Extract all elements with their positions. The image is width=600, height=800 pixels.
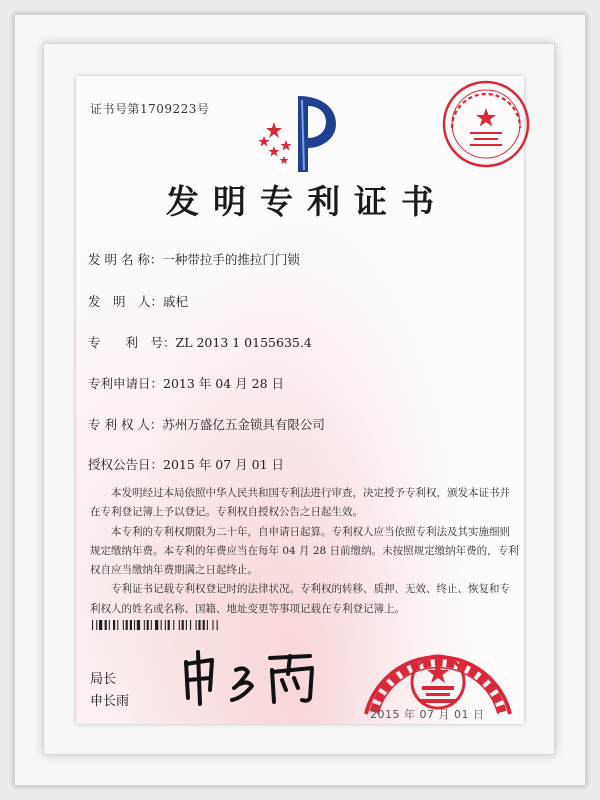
barcode-bar (137, 620, 140, 630)
barcode-bar (130, 620, 132, 630)
field-patent-number (88, 333, 312, 351)
seal-date: 2015 年 07 月 01 日 (370, 708, 485, 721)
field-label: 授权公告日： (88, 457, 164, 472)
emblem-star (266, 122, 282, 138)
barcode-bar (147, 620, 149, 630)
field-label: 专 利 权 人： (88, 417, 163, 432)
field-label: 发 明 名 称： (88, 252, 163, 267)
emblem-star (269, 146, 280, 157)
handwritten-signature (178, 640, 328, 710)
barcode-bar (105, 620, 107, 630)
certificate-title: 发明专利证书 (166, 182, 448, 221)
barcode-bar (161, 620, 162, 630)
barcode-bar (182, 620, 184, 630)
official-name: 申长雨 (90, 694, 130, 709)
barcode-bar (117, 620, 118, 630)
field-label: 专利申请日： (88, 376, 164, 391)
field-value: ZL 2013 1 0155635.4 (175, 335, 312, 350)
barcode-bar (196, 620, 197, 630)
barcode-bar (173, 620, 174, 630)
agency-seal (440, 78, 532, 170)
field-invention-name (88, 250, 300, 268)
field-application-date (88, 374, 284, 392)
emblem-star (280, 156, 289, 164)
barcode-bar (92, 620, 93, 630)
field-value: 一种带拉手的推拉门门锁 (162, 252, 300, 267)
barcode-bar (99, 620, 102, 630)
barcode-bar (186, 620, 187, 630)
barcode-bar (126, 620, 128, 630)
field-value: 2013 年 04 月 28 日 (163, 376, 285, 391)
barcode-bar (168, 620, 170, 630)
barcode-bar (203, 620, 205, 630)
barcode-bar (217, 620, 218, 630)
emblem-star (281, 140, 292, 151)
field-patentee (88, 415, 325, 433)
barcode-bar (207, 620, 208, 630)
barcode-bar (96, 620, 97, 630)
patent-office-emblem (252, 90, 348, 176)
barcode-bar (212, 620, 213, 630)
field-inventor (88, 292, 188, 310)
barcode-bar (144, 620, 145, 630)
field-label: 发 明 人： (88, 294, 164, 309)
body-paragraph: 专利证书记载专利权登记时的法律状况。专利权的转移、质押、无效、终止、恢复和专利权人的姓名或名称、国籍、地址变更等事项记载在专利登记簿上。 (90, 583, 510, 615)
field-value: 苏州万盛亿五金锁具有限公司 (162, 417, 325, 432)
barcode-bar (165, 620, 166, 630)
barcode-bar (113, 620, 115, 630)
body-paragraph: 本专利的专利权期限为二十年，自申请日起算。专利权人应当依照专利法及其实施细则规定缴纳年费。本专利的年费应当在每年 04 月 28 日前缴纳。未按照规定缴纳年费的，专利权自应当缴纳年费期满之日起终止。 (90, 525, 519, 577)
barcode-bar (134, 620, 135, 630)
national-ip-office-seal (358, 594, 518, 720)
certificate-number: 证书号第1709223号 (90, 102, 210, 116)
barcode-bar (109, 620, 110, 630)
barcode-bar (151, 620, 152, 630)
field-value: 2015 年 07 月 01 日 (163, 457, 285, 472)
official-title: 局长 (90, 672, 117, 687)
barcode-bar (179, 620, 180, 630)
field-grant-date (88, 455, 284, 473)
field-label: 专 利 号： (88, 335, 176, 350)
body-paragraph: 本发明经过本局依照中华人民共和国专利法进行审查，决定授予专利权，颁发本证书并在专利登记簿上予以登记。专利权自授权公告之日起生效。 (90, 487, 510, 519)
field-value: 戚杞 (163, 294, 189, 309)
barcode-bar (190, 620, 191, 630)
barcode (92, 620, 267, 630)
barcode-bar (155, 620, 158, 630)
barcode-bar (198, 620, 200, 630)
barcode-bar (123, 620, 124, 630)
emblem-star (259, 136, 270, 147)
